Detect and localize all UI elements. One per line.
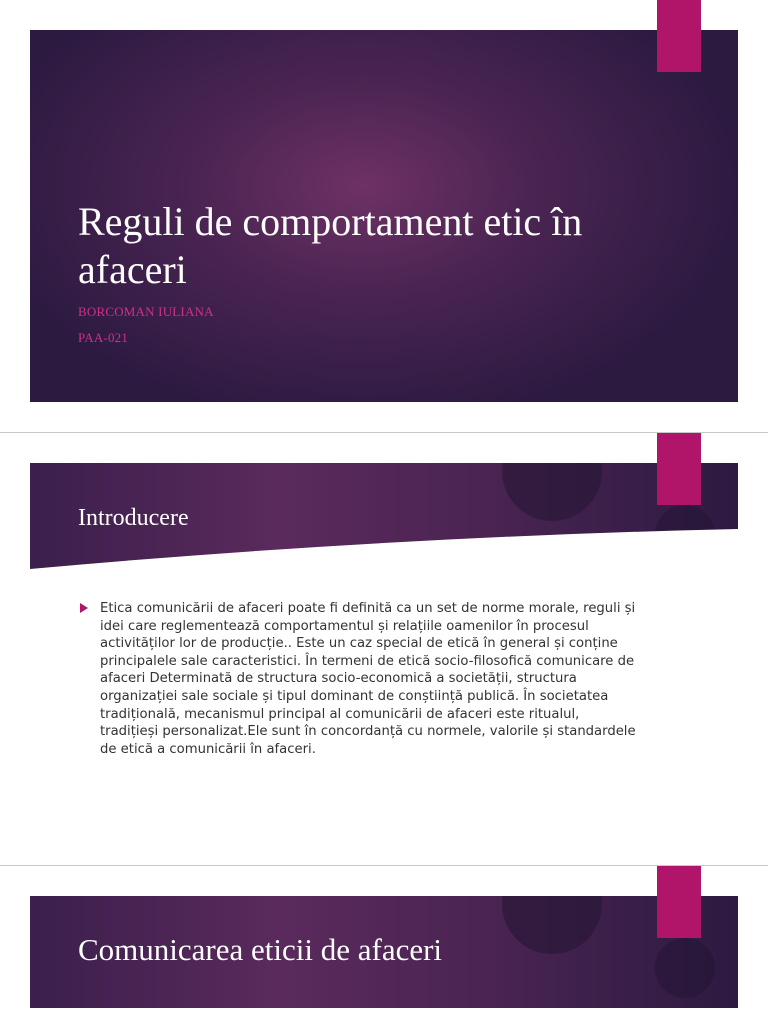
accent-tab	[657, 433, 701, 505]
author-group: PAA-021	[78, 330, 129, 345]
triangle-bullet-icon	[80, 603, 88, 613]
slide-heading: Comunicarea eticii de afaceri	[78, 932, 443, 967]
slide-heading: Introducere	[78, 505, 189, 531]
slide-title-text: Reguli de comportament etic în afaceri	[78, 199, 583, 292]
bullet-text: Etica comunicării de afaceri poate fi definită ca un set de norme morale, reguli și idei care reglementează comportamentul și relațiile oamenilor în procesul activităților lor de producție.. Este un caz special de etică în general și conține principalele sale caracteristici. În termeni de etică socio-filosofică comunicare de afaceri Determinată de structura socio-economică a societății, structura organizației sale sociale și tipul dominant de conștiință publică. În societatea tradițională, mecanismul principal al comunicării de afaceri este ritualul, tradițieși personalizat.Ele sunt în concordanță cu normele, valorile și standardele de etică a comunicării în afaceri.	[100, 601, 636, 757]
bullet-list	[80, 600, 640, 758]
accent-tab	[657, 866, 701, 938]
author-name: BORCOMAN IULIANA	[78, 304, 214, 319]
accent-tab	[657, 0, 701, 72]
slide-comunicarea	[0, 866, 768, 1024]
slide-title	[0, 0, 768, 432]
slide-introducere	[0, 433, 768, 865]
